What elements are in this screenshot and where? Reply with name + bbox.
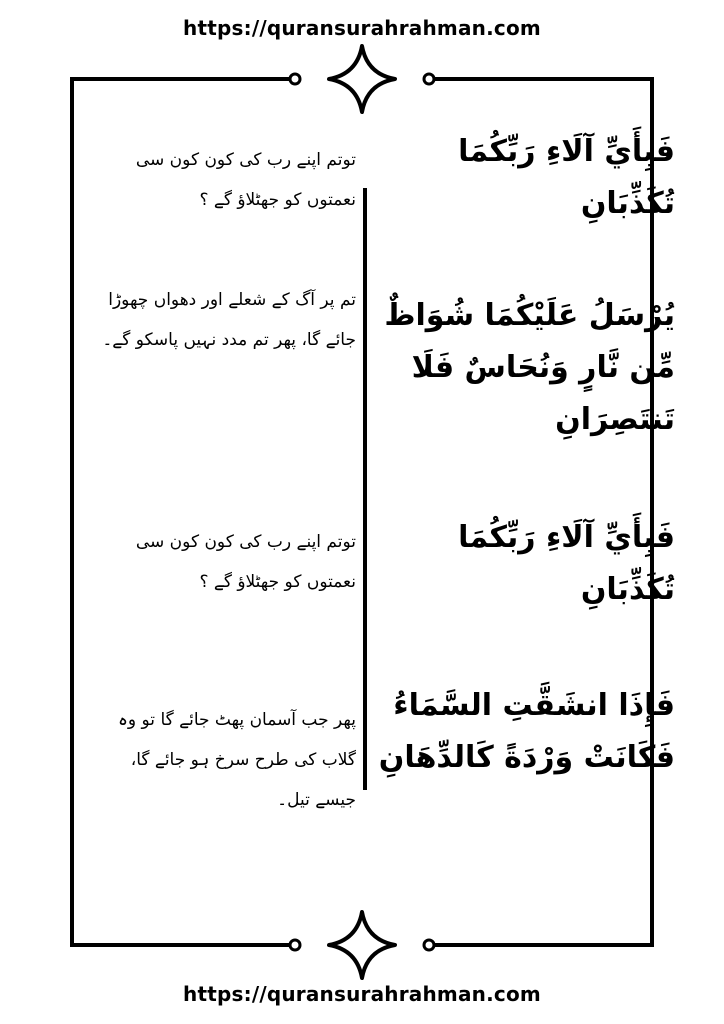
top-star-icon [329, 46, 395, 112]
top-right-dot-icon [424, 74, 434, 84]
verse-1-urdu: توتم اپنے رب کی کون کون سی نعمتوں کو جھٹلاؤ گے ؟ [135, 150, 356, 210]
verse-3-arabic: فَبِأَيِّ آلَاءِ رَبِّكُمَا تُكَذِّبَانِ [458, 520, 675, 607]
verse-4-urdu: پھر جب آسمان پھٹ جائے گا تو وہ گلاب کی طرح سرخ ہو جائے گا، جیسے تیل۔ [117, 710, 356, 810]
bottom-left-dot-icon [290, 940, 300, 950]
verse-1-arabic: فَبِأَيِّ آلَاءِ رَبِّكُمَا تُكَذِّبَانِ [458, 134, 675, 221]
verse-2-arabic: يُرْسَلُ عَلَيْكُمَا شُوَاظٌ مِّن نَّارٍ وَنُحَاسٌ فَلَا تَنتَصِرَانِ [384, 298, 675, 437]
bottom-star-icon [329, 912, 395, 978]
verse-2-urdu: تم پر آگ کے شعلے اور دھواں چھوڑا جائے گا، پھر تم مدد نہیں پاسکو گے۔ [102, 290, 356, 350]
footer-url[interactable]: https://quransurahrahman.com [183, 982, 541, 1006]
bottom-right-dot-icon [424, 940, 434, 950]
verse-3-urdu: توتم اپنے رب کی کون کون سی نعمتوں کو جھٹلاؤ گے ؟ [135, 532, 356, 592]
top-left-dot-icon [290, 74, 300, 84]
verse-4-arabic: فَإِذَا انشَقَّتِ السَّمَاءُ فَكَانَتْ وَرْدَةً كَالدِّهَانِ [378, 688, 675, 775]
header-url[interactable]: https://quransurahrahman.com [183, 16, 541, 40]
